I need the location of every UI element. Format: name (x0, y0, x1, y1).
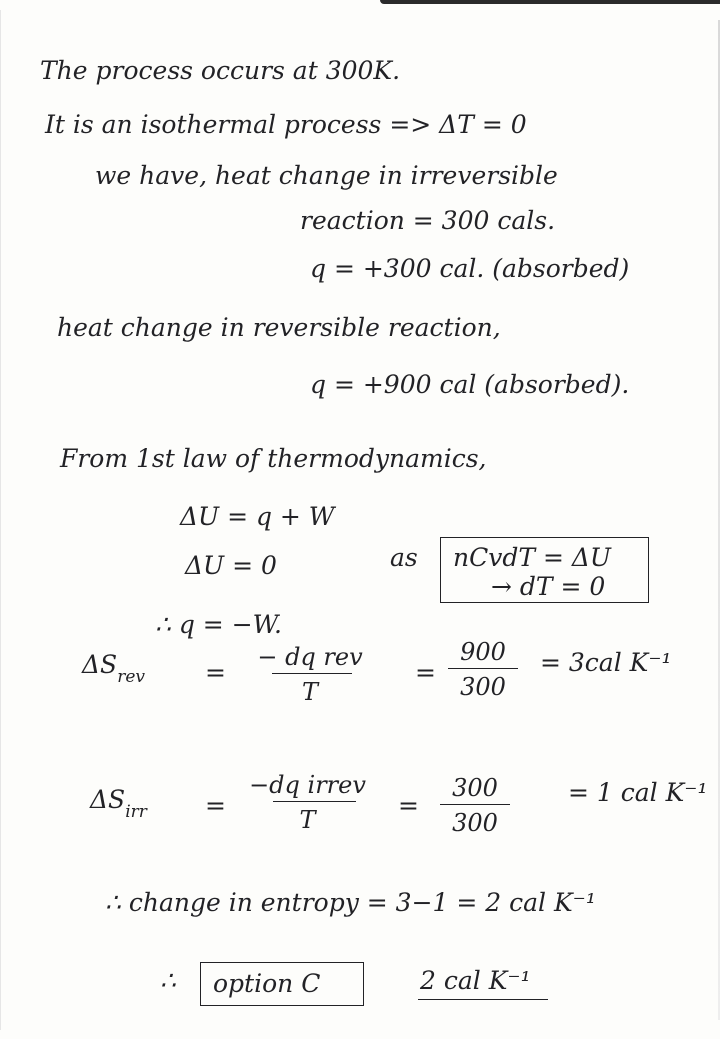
line-q-900-absorbed: q = +900 cal (absorbed). (310, 370, 630, 399)
rev-fraction-numerator: − dq rev (257, 643, 363, 671)
delta-s-irr-label (90, 785, 147, 822)
irr-subscript: irr (125, 802, 147, 822)
rev-fraction-denominator: T (301, 678, 318, 706)
boxed-line-dt-zero: → dT = 0 (491, 572, 606, 601)
line-change-in-entropy: ∴ change in entropy = 3−1 = 2 cal K⁻¹ (105, 888, 596, 917)
irr-value-numerator: 300 (452, 774, 498, 802)
final-answer-underline (418, 999, 548, 1000)
line-heat-change-reversible: heat change in reversible reaction, (57, 313, 501, 342)
irr-equals-2: = (398, 791, 419, 820)
rev-fraction-bar (272, 673, 352, 674)
line-heat-change-irreversible: we have, heat change in irreversible (95, 161, 558, 190)
irr-value-denominator: 300 (452, 809, 498, 837)
boxed-line-ncvdt: nCvdT = ΔU (453, 543, 611, 572)
rev-equals-1: = (205, 658, 226, 687)
rev-value-denominator: 300 (460, 673, 506, 701)
irr-result: = 1 cal K⁻¹ (568, 778, 708, 807)
final-therefore: ∴ (160, 966, 176, 995)
irr-fraction-dq-over-t (245, 773, 370, 832)
equation-q-minus-w: ∴ q = −W. (155, 610, 282, 639)
final-option-label: option C (213, 969, 321, 998)
page-top-edge (380, 0, 720, 4)
equation-du-q-w: ΔU = q + W (180, 502, 335, 531)
line-isothermal: It is an isothermal process => ΔT = 0 (45, 110, 527, 139)
irr-value-bar (440, 804, 510, 805)
irr-equals-1: = (205, 791, 226, 820)
equation-du-zero: ΔU = 0 (185, 551, 277, 580)
delta-s-symbol: ΔS (82, 650, 118, 679)
final-option-box (200, 962, 364, 1006)
rev-result: = 3cal K⁻¹ (540, 648, 672, 677)
rev-equals-2: = (415, 658, 436, 687)
delta-s-rev-label (82, 650, 145, 687)
irr-fraction-300-over-300 (440, 776, 510, 835)
rev-fraction-dq-over-t (250, 645, 370, 704)
line-first-law: From 1st law of thermodynamics, (60, 444, 487, 473)
line-q-300-absorbed: q = +300 cal. (absorbed) (310, 254, 630, 283)
rev-value-bar (448, 668, 518, 669)
irr-fraction-bar (273, 801, 356, 802)
page-left-edge (0, 10, 1, 1030)
line-process-temperature: The process occurs at 300K. (40, 56, 401, 85)
as-label: as (390, 543, 418, 572)
irr-fraction-numerator: −dq irrev (249, 771, 366, 799)
boxed-condition (440, 537, 649, 603)
final-answer: 2 cal K⁻¹ (420, 966, 531, 995)
irr-fraction-denominator: T (299, 806, 316, 834)
rev-fraction-900-over-300 (448, 640, 518, 699)
delta-s-symbol: ΔS (90, 785, 126, 814)
rev-value-numerator: 900 (460, 638, 506, 666)
line-reaction-300-cals: reaction = 300 cals. (300, 206, 556, 235)
rev-subscript: rev (117, 667, 145, 687)
